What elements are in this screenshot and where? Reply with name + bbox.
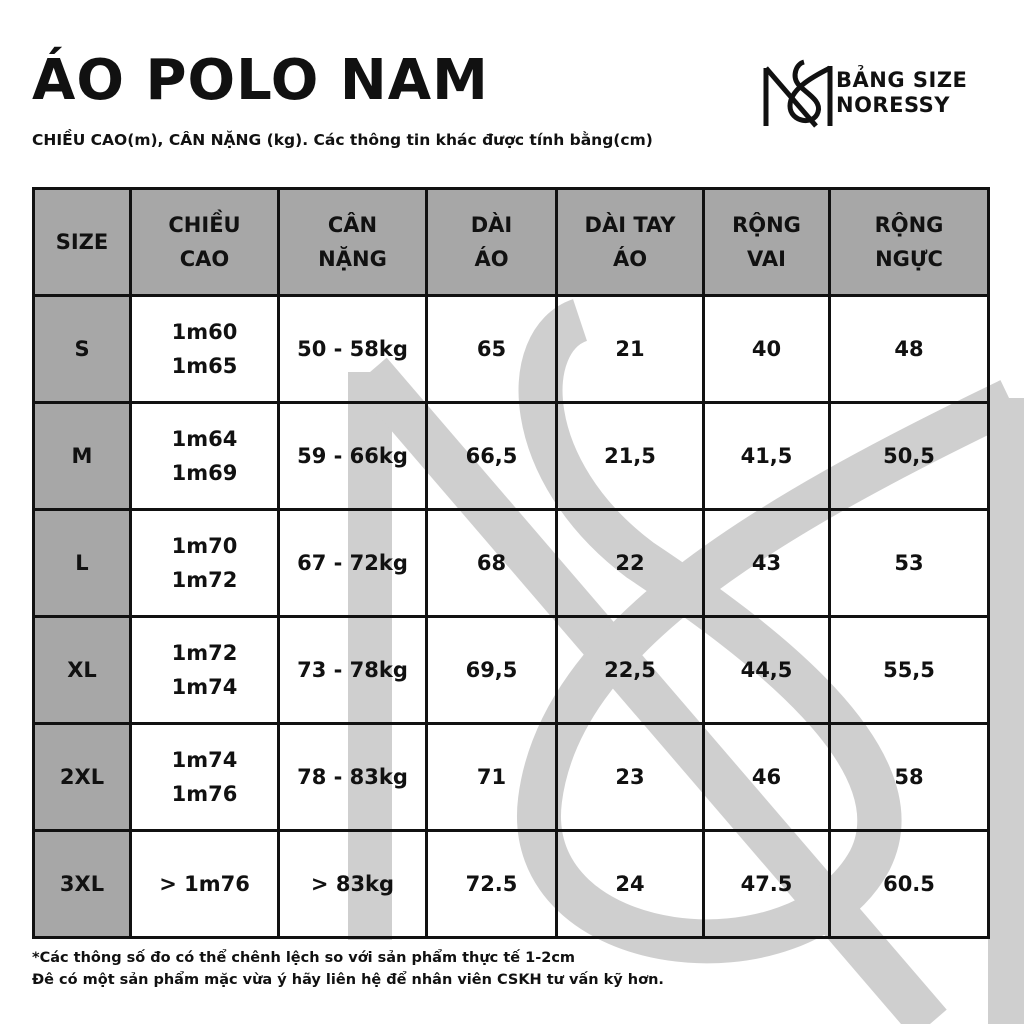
brand-line-size-chart: BẢNG SIZE <box>836 68 968 92</box>
size-chart-table <box>32 187 990 939</box>
weight-cell: 73 - 78kg <box>279 617 427 724</box>
column-header-shoulder: RỘNG VAI <box>704 189 830 296</box>
chest-cell: 50,5 <box>830 403 989 510</box>
sleeve-cell: 21,5 <box>557 403 704 510</box>
size-cell: XL <box>34 617 131 724</box>
footnote <box>32 947 664 991</box>
weight-cell: > 83kg <box>279 831 427 938</box>
column-header-height: CHIỀU CAO <box>131 189 279 296</box>
column-header-weight: CÂN NẶNG <box>279 189 427 296</box>
chest-cell: 58 <box>830 724 989 831</box>
size-cell: S <box>34 296 131 403</box>
weight-cell: 59 - 66kg <box>279 403 427 510</box>
table-row <box>34 617 989 724</box>
size-cell: 2XL <box>34 724 131 831</box>
weight-cell: 78 - 83kg <box>279 724 427 831</box>
table-row <box>34 724 989 831</box>
length-cell: 66,5 <box>427 403 557 510</box>
chest-cell: 60.5 <box>830 831 989 938</box>
sleeve-cell: 23 <box>557 724 704 831</box>
table-header-row <box>34 189 989 296</box>
chest-cell: 55,5 <box>830 617 989 724</box>
length-cell: 71 <box>427 724 557 831</box>
sleeve-cell: 24 <box>557 831 704 938</box>
table-row <box>34 831 989 938</box>
sleeve-cell: 22,5 <box>557 617 704 724</box>
shoulder-cell: 40 <box>704 296 830 403</box>
weight-cell: 50 - 58kg <box>279 296 427 403</box>
shoulder-cell: 43 <box>704 510 830 617</box>
column-header-chest: RỘNG NGỰC <box>830 189 989 296</box>
page-title: ÁO POLO NAM <box>32 48 489 113</box>
height-cell: 1m72 1m74 <box>131 617 279 724</box>
table-row <box>34 296 989 403</box>
shoulder-cell: 41,5 <box>704 403 830 510</box>
column-header-length: DÀI ÁO <box>427 189 557 296</box>
footnote-tolerance: *Các thông số đo có thể chênh lệch so với sản phẩm thực tế 1-2cm <box>32 950 576 966</box>
size-cell: 3XL <box>34 831 131 938</box>
sleeve-cell: 21 <box>557 296 704 403</box>
table-row <box>34 403 989 510</box>
height-cell: 1m64 1m69 <box>131 403 279 510</box>
table-row <box>34 510 989 617</box>
height-cell: 1m60 1m65 <box>131 296 279 403</box>
noressy-logo-icon <box>758 56 838 132</box>
footnote-contact: Đê có một sản phẩm mặc vừa ý hãy liên hệ để nhân viên CSKH tư vấn kỹ hơn. <box>32 972 664 988</box>
length-cell: 72.5 <box>427 831 557 938</box>
sleeve-cell: 22 <box>557 510 704 617</box>
brand-label <box>836 68 967 118</box>
length-cell: 65 <box>427 296 557 403</box>
shoulder-cell: 44,5 <box>704 617 830 724</box>
shoulder-cell: 46 <box>704 724 830 831</box>
height-cell: 1m74 1m76 <box>131 724 279 831</box>
size-cell: M <box>34 403 131 510</box>
column-header-sleeve: DÀI TAY ÁO <box>557 189 704 296</box>
shoulder-cell: 47.5 <box>704 831 830 938</box>
chest-cell: 48 <box>830 296 989 403</box>
length-cell: 69,5 <box>427 617 557 724</box>
chest-cell: 53 <box>830 510 989 617</box>
height-cell: 1m70 1m72 <box>131 510 279 617</box>
units-subtitle: CHIỀU CAO(m), CÂN NẶNG (kg). Các thông tin khác được tính bằng(cm) <box>32 131 653 149</box>
size-cell: L <box>34 510 131 617</box>
column-header-size: SIZE <box>34 189 131 296</box>
brand-line-name: NORESSY <box>836 93 950 117</box>
length-cell: 68 <box>427 510 557 617</box>
weight-cell: 67 - 72kg <box>279 510 427 617</box>
height-cell: > 1m76 <box>131 831 279 938</box>
